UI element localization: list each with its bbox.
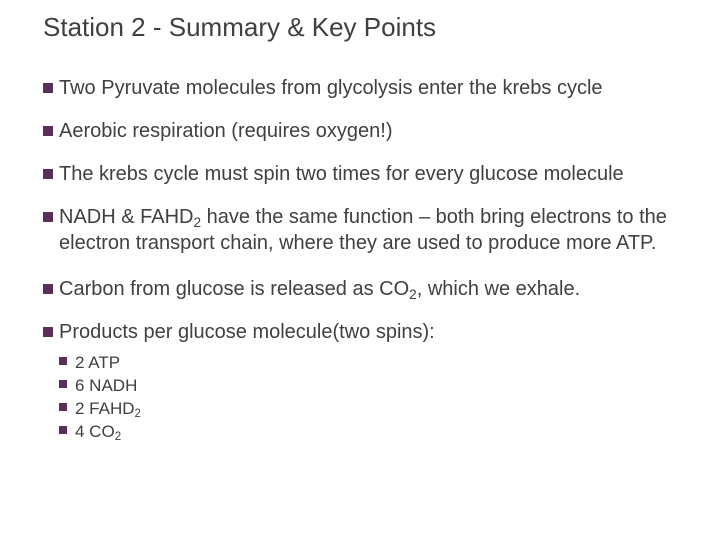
square-bullet-icon (43, 327, 53, 337)
bullet-item (43, 204, 693, 256)
sub-bullet-text: 4 CO (75, 422, 115, 441)
square-bullet-icon (43, 126, 53, 136)
sub-bullet-item (59, 351, 693, 374)
bullet-text-part: have the same function – both bring electrons to the electron transport chain, where they are used to produce more ATP. (59, 206, 667, 254)
bullet-text: Products per glucose molecule(two spins): (59, 321, 435, 343)
square-bullet-icon (59, 357, 67, 365)
square-bullet-icon (43, 284, 53, 294)
bullet-text-part: , which we exhale. (416, 278, 581, 300)
subscript: 2 (409, 286, 417, 302)
bullet-text: The krebs cycle must spin two times for every glucose molecule (59, 163, 624, 185)
slide-title: Station 2 - Summary & Key Points (43, 12, 437, 42)
bullet-item (43, 276, 693, 302)
sub-bullet-item (59, 397, 693, 420)
sub-bullet-item (59, 374, 693, 397)
bullet-text: Two Pyruvate molecules from glycolysis enter the krebs cycle (59, 77, 603, 99)
square-bullet-icon (59, 426, 67, 434)
square-bullet-icon (43, 169, 53, 179)
square-bullet-icon (43, 83, 53, 93)
sub-bullet-text: 2 ATP (75, 353, 121, 372)
bullet-item (43, 319, 693, 443)
subscript: 2 (134, 408, 141, 421)
subscript: 2 (193, 214, 202, 230)
subscript: 2 (114, 431, 122, 444)
bullet-item (43, 118, 693, 144)
bullet-list (43, 75, 693, 460)
bullet-item (43, 161, 693, 187)
bullet-text-part: Carbon from glucose is released as CO (59, 278, 410, 300)
sub-bullet-item (59, 420, 693, 443)
sub-bullet-list (59, 351, 693, 443)
square-bullet-icon (59, 380, 67, 388)
sub-bullet-text: 6 NADH (75, 376, 138, 395)
bullet-text: Aerobic respiration (requires oxygen!) (59, 120, 393, 142)
bullet-text-part: NADH & FAHD (59, 206, 194, 228)
square-bullet-icon (59, 403, 67, 411)
square-bullet-icon (43, 212, 53, 222)
sub-bullet-text: 2 FAHD (75, 399, 135, 418)
bullet-item (43, 75, 693, 101)
